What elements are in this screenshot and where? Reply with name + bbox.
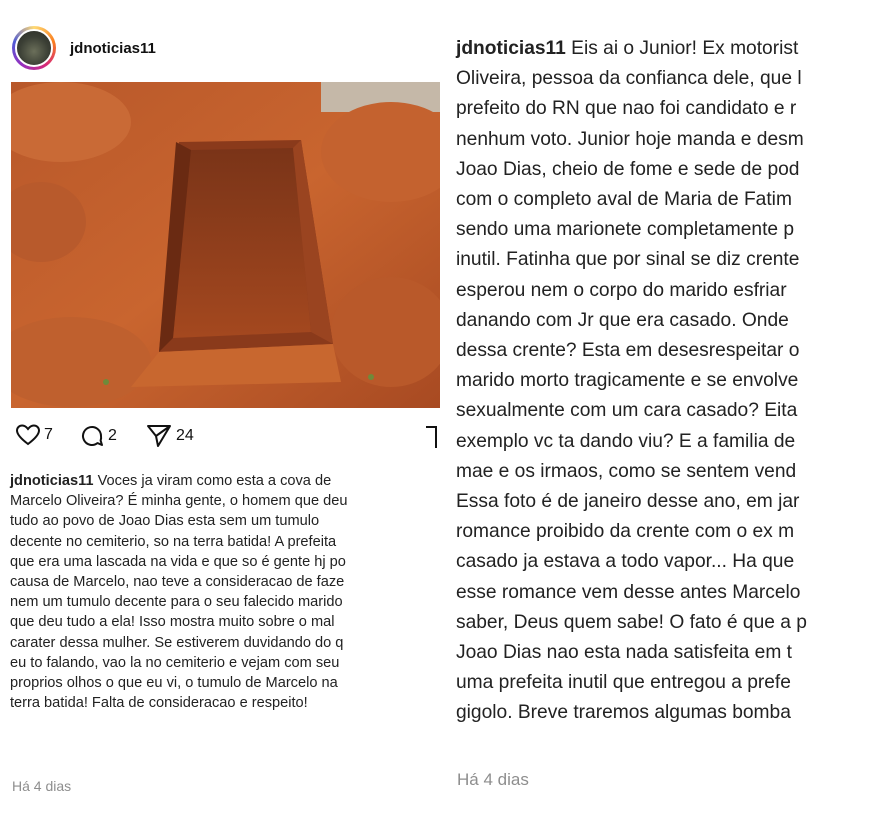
caption-line: proprios olhos o que eu vi, o tumulo de Marcelo na xyxy=(10,675,338,692)
caption-line: nem um tumulo decente para o seu falecido marido xyxy=(10,594,343,611)
comment-icon xyxy=(80,424,104,448)
caption-line: gigolo. Breve traremos algumas bomba xyxy=(456,702,791,724)
caption-line: casado ja estava a todo vapor... Ha que xyxy=(456,551,795,573)
caption-line: esse romance vem desse antes Marcelo xyxy=(456,581,801,603)
caption-line: esperou nem o corpo do marido esfriar xyxy=(456,279,787,301)
post-actions xyxy=(16,424,436,454)
caption-line: decente no cemiterio, so na terra batida! A prefeita xyxy=(10,533,337,550)
caption-line: romance proibido da crente com o ex m xyxy=(456,521,795,543)
caption-line: dessa crente? Esta em desesrespeitar o xyxy=(456,340,800,362)
caption-line: terra batida! Falta de consideracao e respeito! xyxy=(10,695,308,712)
avatar-image xyxy=(15,29,53,67)
caption-line: jdnoticias11 Eis ai o Junior! Ex motorist xyxy=(456,38,799,59)
caption-line: saber, Deus quem sabe! O fato é que a p xyxy=(456,611,807,633)
caption-line: jdnoticias11 Voces ja viram como esta a cova de xyxy=(10,473,332,489)
caption-line: inutil. Fatinha que por sinal se diz crente xyxy=(456,249,800,271)
send-icon xyxy=(146,424,172,448)
caption-line: que deu tudo a ela! Isso mostra muito sobre o mal xyxy=(10,614,335,631)
caption-line: nenhum voto. Junior hoje manda e desm xyxy=(456,128,804,150)
caption-line: Oliveira, pessoa da confianca dele, que l xyxy=(456,68,802,90)
caption-line: mae e os irmaos, como se sentem vend xyxy=(456,460,797,482)
caption-line: danando com Jr que era casado. Onde xyxy=(456,309,789,331)
post-timestamp: Há 4 dias xyxy=(12,778,72,794)
caption-username[interactable]: jdnoticias11 xyxy=(10,473,94,489)
caption-line: que era uma lascada na vida e que so é gente hj po xyxy=(10,553,346,570)
caption-line: Joao Dias, cheio de fome e sede de pod xyxy=(456,158,800,180)
comment-count: 2 xyxy=(108,427,117,444)
caption-line: prefeito do RN que nao foi candidato e r xyxy=(456,98,797,120)
like-count: 7 xyxy=(44,426,53,443)
caption-line: Essa foto é de janeiro desse ano, em jar xyxy=(456,491,800,513)
left-post xyxy=(0,0,441,819)
share-count: 24 xyxy=(176,427,194,444)
post-caption xyxy=(456,34,807,729)
share-button[interactable] xyxy=(146,424,194,448)
comment-button[interactable] xyxy=(80,424,117,448)
caption-line: com o completo aval de Maria de Fatim xyxy=(456,189,792,211)
avatar[interactable] xyxy=(12,26,56,70)
caption-line: sendo uma marionete completamente p xyxy=(456,219,795,241)
right-post xyxy=(447,0,890,819)
post-header xyxy=(12,26,156,70)
like-button[interactable] xyxy=(16,424,53,446)
caption-line: exemplo vc ta dando viu? E a familia de xyxy=(456,430,796,452)
caption-line: Marcelo Oliveira? É minha gente, o homem que deu xyxy=(10,493,348,510)
caption-line: marido morto tragicamente e se envolve xyxy=(456,370,799,392)
caption-line: Joao Dias nao esta nada satisfeita em t xyxy=(456,642,792,664)
caption-line: carater dessa mulher. Se estiverem duvidando do q xyxy=(10,634,344,651)
caption-line: sexualmente com um cara casado? Eita xyxy=(456,400,798,422)
caption-line: uma prefeita inutil que entregou a prefe xyxy=(456,672,791,694)
post-caption xyxy=(10,471,441,713)
caption-line: eu to falando, vao la no cemiterio e vejam com seu xyxy=(10,654,340,671)
username[interactable]: jdnoticias11 xyxy=(70,39,156,57)
caption-line: tudo ao povo de Joao Dias esta sem um tumulo xyxy=(10,513,320,530)
heart-icon xyxy=(16,424,40,446)
bookmark-icon xyxy=(424,426,438,450)
caption-username[interactable]: jdnoticias11 xyxy=(456,38,566,59)
save-button[interactable] xyxy=(424,426,438,455)
post-timestamp: Há 4 dias xyxy=(457,770,529,789)
post-photo[interactable] xyxy=(11,82,440,408)
caption-line: causa de Marcelo, nao teve a consideracao de faze xyxy=(10,574,345,591)
